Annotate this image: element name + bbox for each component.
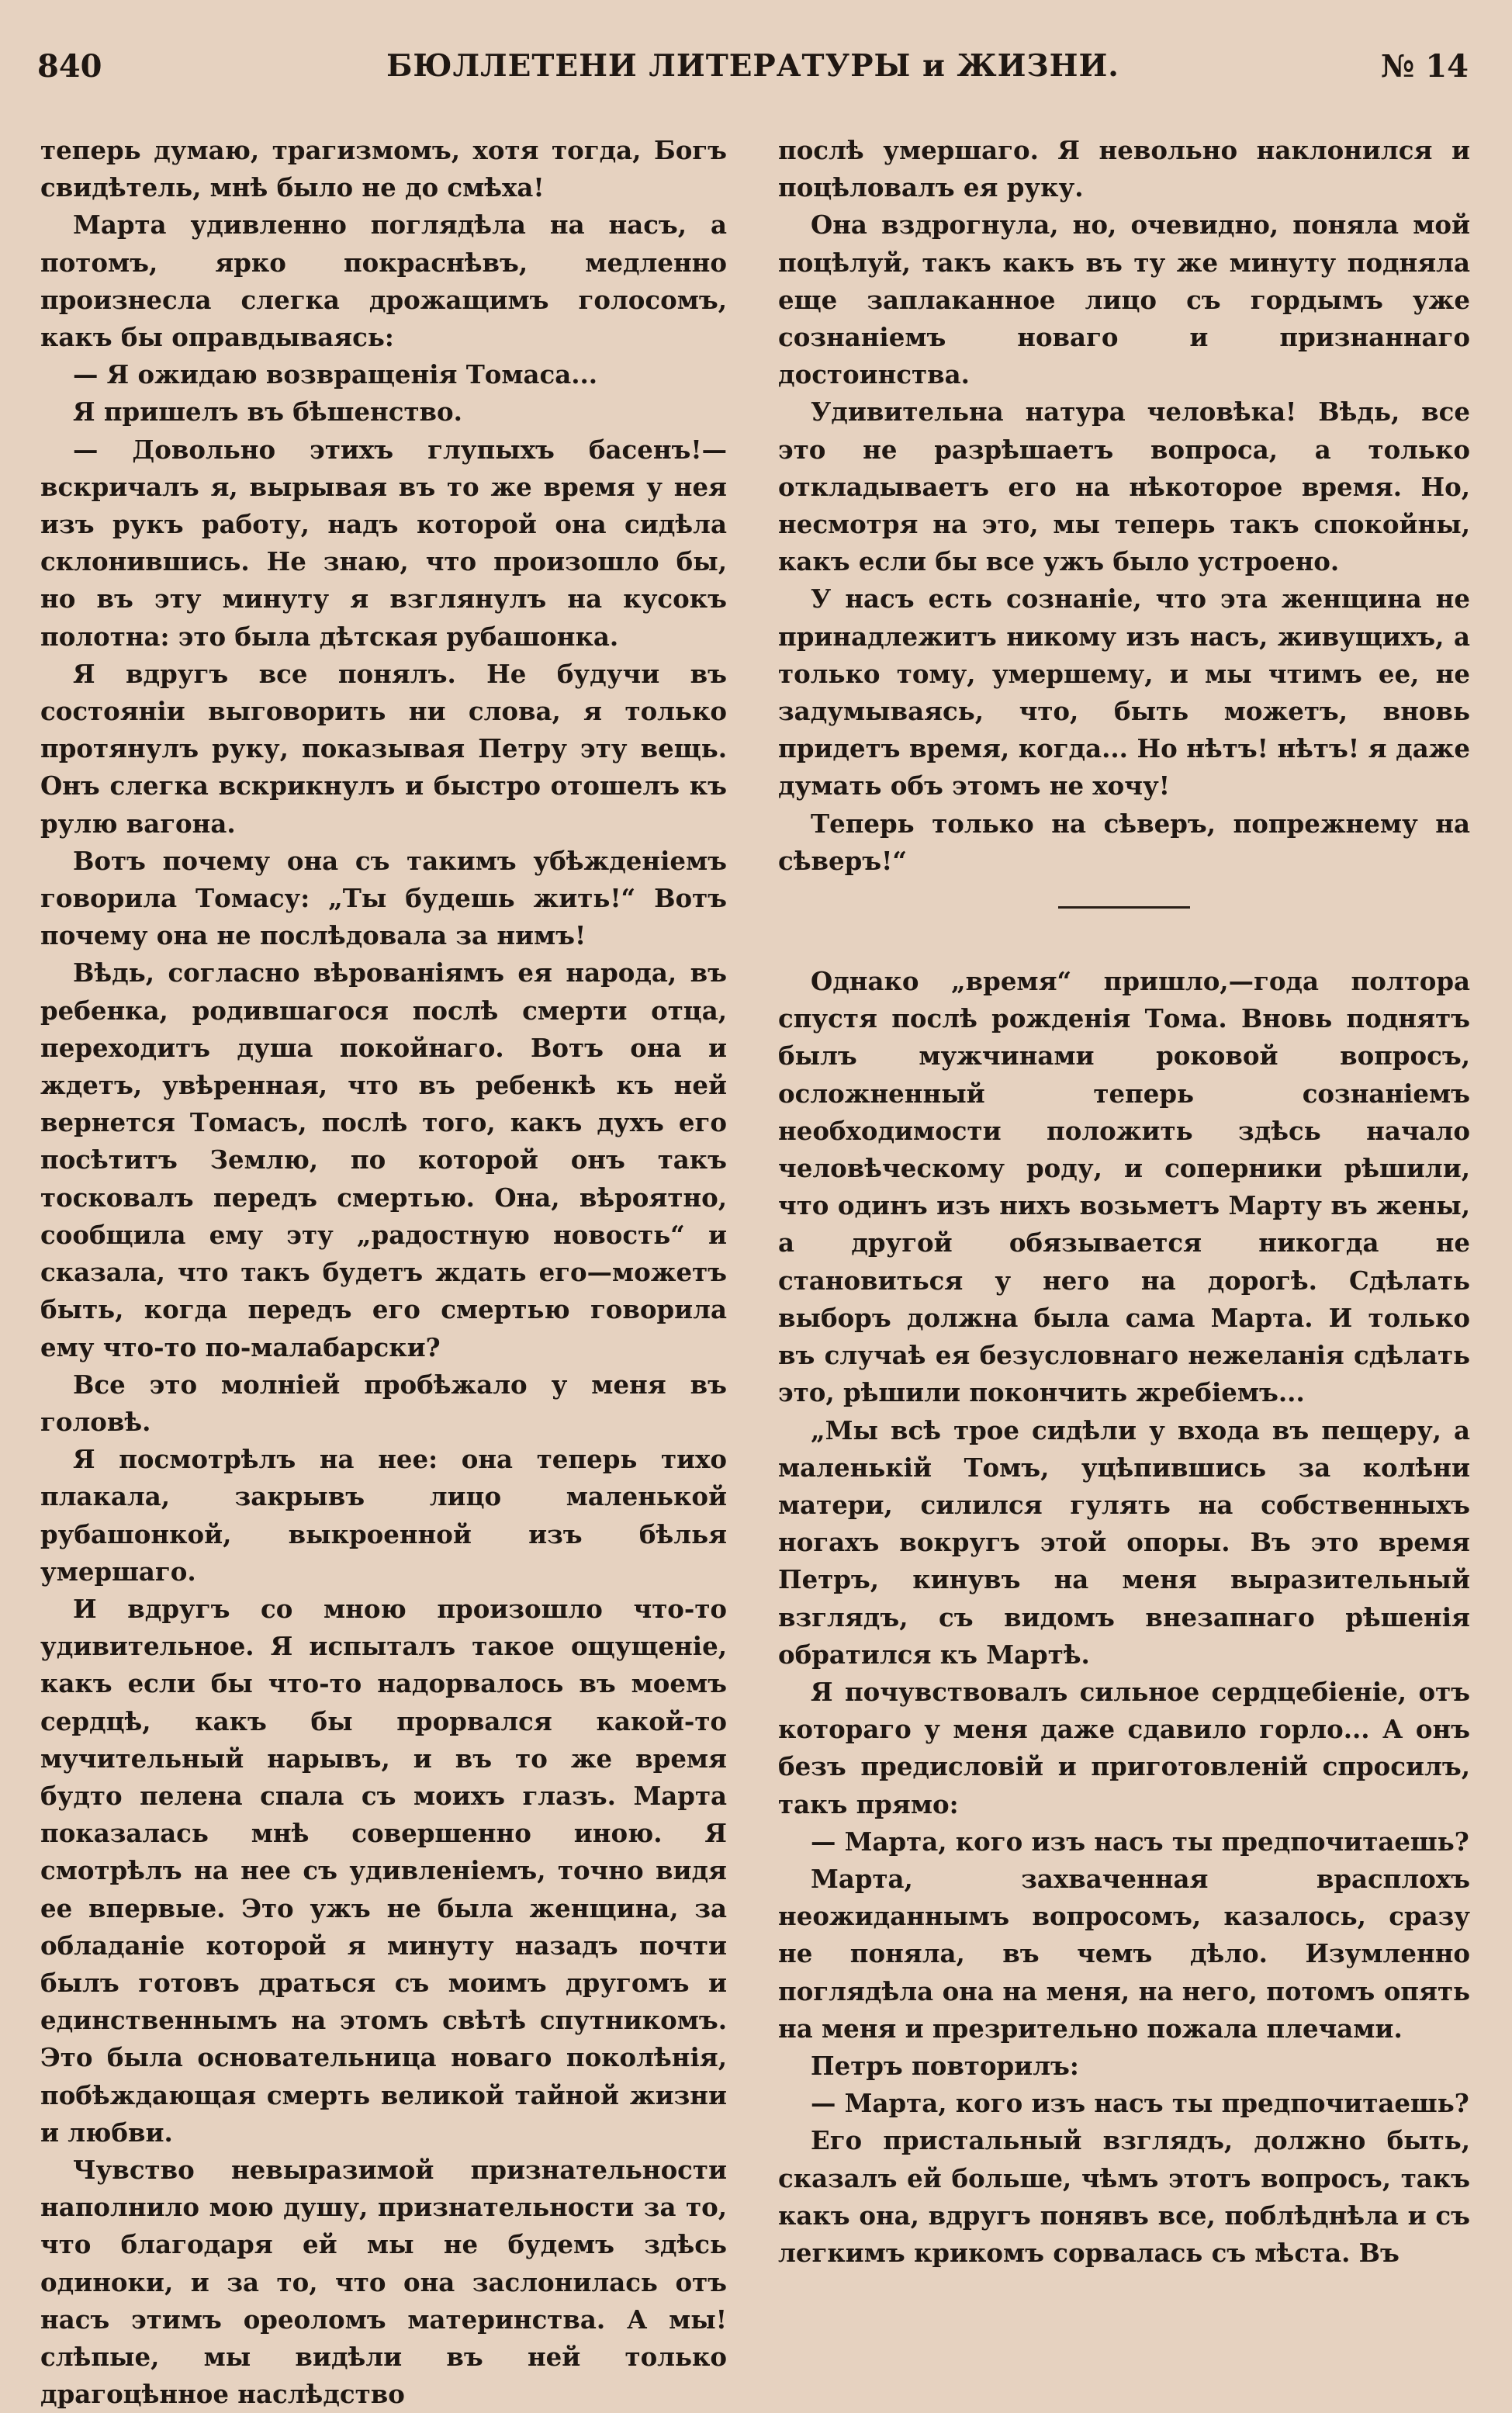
paragraph: Его пристальный взглядъ, должно быть, сказалъ ей больше, чѣмъ этотъ вопросъ, такъ какъ она, вдругъ понявъ все, поблѣднѣла и съ легкимъ крикомъ сорвалась съ мѣста. Въ [778, 2126, 1470, 2268]
paragraph: Я вдругъ все понялъ. Не будучи въ состояніи выговорить ни слова, я только протянулъ руку, показывая Петру эту вещь. Онъ слегка вскрикнулъ и быстро отошелъ къ рулю вагона. [40, 659, 727, 839]
paragraph: — Марта, кого изъ насъ ты предпочитаешь? [811, 2089, 1469, 2119]
journal-title: БЮЛЛЕТЕНИ ЛИТЕРАТУРЫ и ЖИЗНИ. [386, 48, 1119, 84]
paragraph: И вдругъ со мною произошло что-то удивительное. Я испыталъ такое ощущеніе, какъ если бы что-то надорвалось въ моемъ сердцѣ, какъ бы прорвался какой-то мучительный нарывъ, и въ то же время будто пелена спала съ моихъ глазъ. Марта показалась мнѣ совершенно иною. Я смотрѣлъ на нее съ удивленіемъ, точно видя ее впервые. Это ужъ не была женщина, за обладаніе которой я минуту назадъ почти былъ готовъ драться съ моимъ другомъ и единственнымъ на этомъ свѣтѣ спутникомъ. Это была основательница новаго поколѣнія, побѣждающая смерть великой тайной жизни и любви. [40, 1594, 727, 2148]
paragraph: Все это молніей пробѣжало у меня въ головѣ. [40, 1369, 727, 1437]
page-header [37, 48, 1469, 95]
paragraph: Чувство невыразимой признательности наполнило мою душу, признательности за то, что благодаря ей мы не будемъ здѣсь одиноки, и за то, что она заслонилась отъ насъ этимъ ореоломъ материнства. А мы! слѣпые, мы видѣли въ ней только драгоцѣнное наслѣдство [40, 2155, 727, 2410]
paragraph: — Довольно этихъ глупыхъ басенъ!—вскричалъ я, вырывая въ то же время у нея изъ рукъ работу, надъ которой она сидѣла склонившись. Не знаю, что произошло бы, но въ эту минуту я взглянулъ на кусокъ полотна: это была дѣтская рубашонка. [40, 434, 727, 652]
issue-number: № 14 [1380, 48, 1469, 85]
paragraph: теперь думаю, трагизмомъ, хотя тогда, Богъ свидѣтель, мнѣ было не до смѣха! [40, 136, 727, 203]
paragraph: Вѣдь, согласно вѣрованіямъ ея народа, въ ребенка, родившагося послѣ смерти отца, переходитъ душа покойнаго. Вотъ она и ждетъ, увѣренная, что въ ребенкѣ къ ней вернется Томасъ, послѣ того, какъ духъ его посѣтитъ Землю, по которой онъ такъ тосковалъ передъ смертью. Она, вѣроятно, сообщила ему эту „радостную новость“ и сказала, что такъ будетъ ждать его—можетъ быть, когда передъ его смертью говорила ему что-то по-малабарски? [40, 958, 727, 1362]
paragraph: Однако „время“ пришло,—года полтора спустя послѣ рожденія Тома. Вновь поднятъ былъ мужчинами роковой вопросъ, осложненный теперь сознаніемъ необходимости положить здѣсь начало человѣческому роду, и соперники рѣшили, что одинъ изъ нихъ возьметъ Марту въ жены, а другой обязывается никогда не становиться у него на дорогѣ. Сдѣлать выборъ должна была сама Марта. И только въ случаѣ ея безусловнаго нежеланія сдѣлать это, рѣшили покончить жребіемъ... [778, 967, 1470, 1408]
paragraph: Удивительна натура человѣка! Вѣдь, все это не разрѣшаетъ вопроса, а только откладываетъ его на нѣкоторое время. Но, несмотря на это, мы теперь такъ спокойны, какъ если бы все ужъ было устроено. [778, 397, 1470, 577]
paragraph: Теперь только на сѣверъ, попрежнему на сѣверъ!“ [778, 808, 1470, 876]
paragraph: Я пришелъ въ бѣшенство. [73, 397, 462, 428]
right-column [778, 132, 1470, 2272]
paragraph: Марта удивленно поглядѣла на насъ, а потомъ, ярко покраснѣвъ, медленно произнесла слегка дрожащимъ голосомъ, какъ бы оправдываясь: [40, 210, 727, 353]
paragraph: — Марта, кого изъ насъ ты предпочитаешь? [811, 1826, 1469, 1857]
paragraph: У насъ есть сознаніе, что эта женщина не принадлежитъ никому изъ насъ, живущихъ, а только тому, умершему, и мы чтимъ ее, не задумываясь, что, быть можетъ, вновь придетъ время, когда... Но нѣтъ! нѣтъ! я даже думать объ этомъ не хочу! [778, 584, 1470, 801]
section-divider [1058, 906, 1190, 909]
paragraph: Я почувствовалъ сильное сердцебіеніе, отъ котораго у меня даже сдавило горло... А онъ безъ предисловій и приготовленій спросилъ, такъ прямо: [778, 1677, 1470, 1819]
paragraph: Она вздрогнула, но, очевидно, поняла мой поцѣлуй, такъ какъ въ ту же минуту подняла еще заплаканное лицо съ гордымъ уже сознаніемъ новаго и признаннаго достоинства. [778, 210, 1470, 390]
paragraph: Петръ повторилъ: [811, 2051, 1079, 2081]
paragraph: — Я ожидаю возвращенія Томаса... [73, 360, 598, 390]
paragraph: Вотъ почему она съ такимъ убѣжденіемъ говорила Томасу: „Ты будешь жить!“ Вотъ почему она не послѣдовала за нимъ! [40, 846, 727, 951]
page-number: 840 [37, 48, 102, 85]
left-column [40, 132, 727, 2413]
paragraph: Марта, захваченная врасплохъ неожиданнымъ вопросомъ, казалось, сразу не поняла, въ чемъ дѣло. Изумленно поглядѣла она на меня, на него, потомъ опять на меня и презрительно пожала плечами. [778, 1864, 1470, 2044]
paragraph: „Мы всѣ трое сидѣли у входа въ пещеру, а маленькій Томъ, уцѣпившись за колѣни матери, силился гулять на собственныхъ ногахъ вокругъ этой опоры. Въ это время Петръ, кинувъ на меня выразительный взглядъ, съ видомъ внезапнаго рѣшенія обратился къ Мартѣ. [778, 1415, 1470, 1670]
paragraph: Я посмотрѣлъ на нее: она теперь тихо плакала, закрывъ лицо маленькой рубашонкой, выкроенной изъ бѣлья умершаго. [40, 1445, 727, 1587]
paragraph: послѣ умершаго. Я невольно наклонился и поцѣловалъ ея руку. [778, 136, 1470, 203]
